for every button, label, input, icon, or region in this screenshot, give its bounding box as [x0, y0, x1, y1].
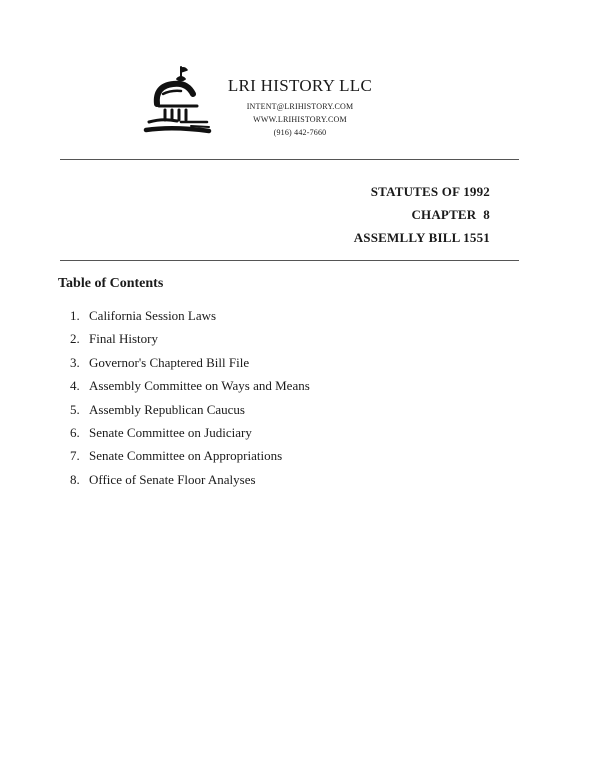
toc-list [70, 306, 310, 493]
company-name: LRI HISTORY LLC [227, 76, 373, 95]
toc-item-label: Senate Committee on Judiciary [89, 424, 252, 440]
divider-bottom [60, 260, 519, 261]
toc-item-number: 2. [70, 331, 80, 347]
toc-item-label: Senate Committee on Appropriations [89, 448, 283, 464]
statute-chapter: CHAPTER 8 [411, 207, 490, 222]
toc-item [70, 423, 310, 446]
toc-item-label: California Session Laws [89, 308, 217, 323]
capitol-dome-icon [143, 64, 213, 139]
toc-item-label: Final History [89, 331, 158, 347]
toc-item [70, 446, 310, 469]
toc-item-number: 8. [70, 471, 80, 487]
toc-item-label: Assembly Committee on Ways and Means [89, 378, 310, 394]
toc-item-label: Governor's Chaptered Bill File [89, 354, 250, 370]
toc-item-number: 1. [70, 308, 80, 323]
toc-item [70, 400, 310, 423]
toc-item-number: 6. [70, 424, 80, 440]
divider-top [60, 159, 519, 160]
toc-item-number: 7. [70, 448, 80, 464]
statute-year: STATUTES OF 1992 [370, 184, 490, 199]
toc-item-number: 4. [70, 378, 80, 394]
statute-bill: ASSEMLLY BILL 1551 [353, 230, 490, 245]
toc-item [70, 353, 310, 376]
toc-item [70, 329, 310, 352]
contact-email: INTENT@LRIHISTORY.COM [246, 102, 354, 111]
contact-website: WWW.LRIHISTORY.COM [253, 115, 347, 124]
statute-block [354, 180, 490, 249]
toc-item-label: Assembly Republican Caucus [89, 401, 245, 417]
toc-item-number: 3. [70, 354, 80, 370]
toc-item-number: 5. [70, 401, 80, 417]
company-header [222, 76, 378, 139]
toc-item [70, 376, 310, 399]
toc-item [70, 470, 310, 493]
toc-item [70, 306, 310, 329]
toc-item-label: Office of Senate Floor Analyses [89, 471, 256, 487]
toc-title: Table of Contents [58, 276, 164, 291]
contact-phone: (916) 442-7660 [273, 128, 327, 137]
